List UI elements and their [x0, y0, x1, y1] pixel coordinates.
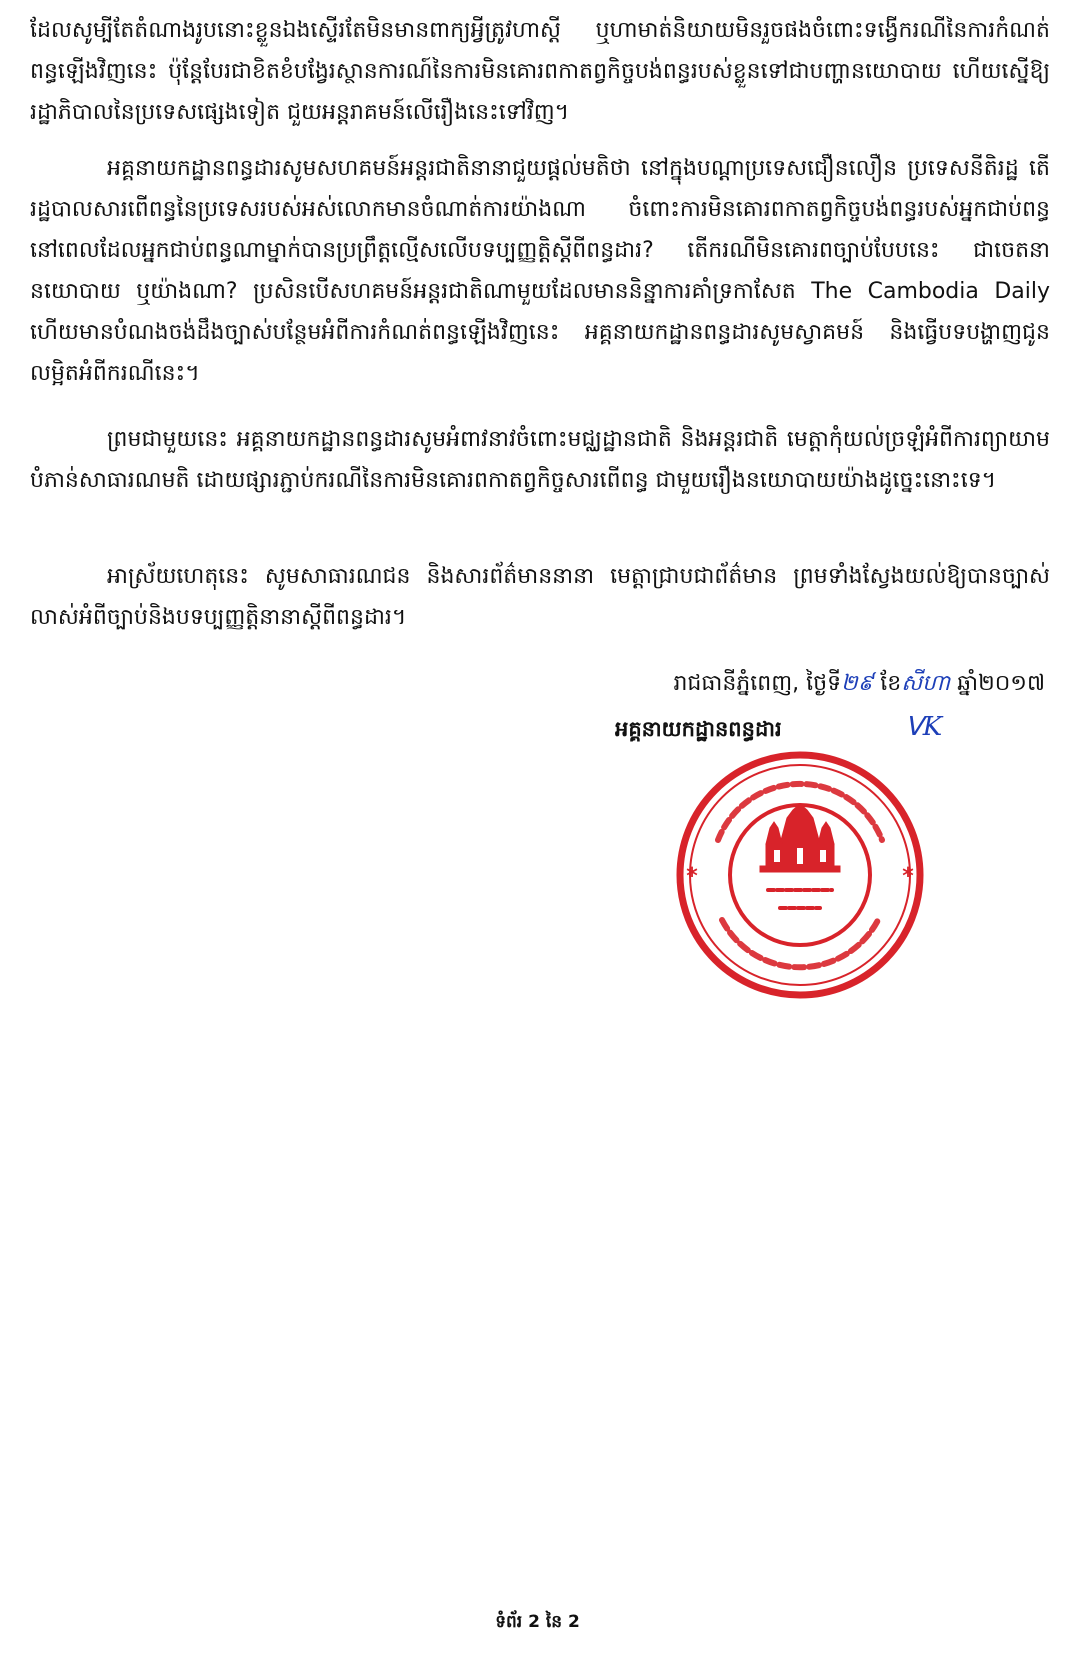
date-month-prefix: ខែ [873, 671, 902, 696]
handwritten-initials: ᐯK [905, 712, 943, 742]
date-year: ឆ្នាំ២០១៧ [950, 671, 1045, 696]
date-place: រាជធានីភ្នំពេញ, ថ្ងៃទី [673, 671, 842, 696]
page-number: ទំព័រ 2 នៃ 2 [495, 1612, 580, 1632]
date-line [673, 667, 1045, 701]
svg-text:*: * [902, 864, 914, 889]
signatory-office: អគ្គនាយកដ្ឋានពន្ធដារ [615, 717, 782, 741]
body-paragraph-3: ព្រមជាមួយនេះ អគ្គនាយកដ្ឋានពន្ធដារសូមអំពាវនាវចំពោះមជ្ឈដ្ឋានជាតិ និងអន្តរជាតិ មេត្តាកុំយល់ច្រឡំអំពីការព្យាយាមបំភាន់សាធារណមតិ ដោយផ្សារភ្ជាប់ករណីនៃការមិនគោរពកាតព្វកិច្ចសារពើពន្ធ ជាមួយរឿងនយោបាយយ៉ាងដូច្នេះនោះទេ។ [30, 427, 1050, 493]
official-seal [670, 748, 930, 1002]
date-day: ២៩ [841, 671, 874, 696]
body-paragraph-1: ដែលសូម្បីតែតំណាងរូបនោះខ្លួនឯងស្ទើរតែមិនមានពាក្យអ្វីត្រូវហាស្តី ឬហាមាត់និយាយមិនរួចផងចំពោះទង្វើករណីនៃការកំណត់ពន្ធឡើងវិញនេះ ប៉ុន្តែបែរជាខិតខំបង្វែរស្ថានការណ៍នៃការមិនគោរពកាតព្វកិច្ចបង់ពន្ធរបស់ខ្លួនទៅជាបញ្ហានយោបាយ ហើយស្នើឱ្យរដ្ឋាភិបាលនៃប្រទេសផ្សេងទៀត ជួយអន្តរាគមន៍លើរឿងនេះទៅវិញ។ [30, 18, 1050, 125]
svg-text:*: * [686, 864, 698, 889]
body-paragraph-4: អាស្រ័យហេតុនេះ សូមសាធារណជន និងសារព័ត៌មាននានា មេត្តាជ្រាបជាព័ត៌មាន ព្រមទាំងស្វែងយល់ឱ្យបានច្បាស់លាស់អំពីច្បាប់និងបទប្បញ្ញត្តិនានាស្តីពីពន្ធដារ។ [30, 564, 1050, 630]
date-month: សីហា [901, 671, 951, 696]
body-paragraph-2: អគ្គនាយកដ្ឋានពន្ធដារសូមសហគមន៍អន្តរជាតិនានាជួយផ្តល់មតិថា នៅក្នុងបណ្តាប្រទេសជឿនលឿន ប្រទេសនីតិរដ្ឋ តើរដ្ឋបាលសារពើពន្ធនៃប្រទេសរបស់អស់លោកមានចំណាត់ការយ៉ាងណា ចំពោះការមិនគោរពកាតព្វកិច្ចបង់ពន្ធរបស់អ្នកជាប់ពន្ធ នៅពេលដែលអ្នកជាប់ពន្ធណាម្នាក់បានប្រព្រឹត្តល្មើសលើបទប្បញ្ញត្តិស្តីពីពន្ធដារ? តើករណីមិនគោរពច្បាប់បែបនេះ ជាចេតនានយោបាយ ឬយ៉ាងណា? ប្រសិនបើសហគមន៍អន្តរជាតិណាមួយដែលមាននិន្នាការគាំទ្រកាសែត The Cambodia Daily ហើយមានបំណងចង់ដឹងច្បាស់បន្ថែមអំពីការកំណត់ពន្ធឡើងវិញនេះ អគ្គនាយកដ្ឋានពន្ធដារសូមស្វាគមន៍ និងធ្វើបទបង្ហាញជូនលម្អិតអំពីករណីនេះ។ [30, 156, 1050, 386]
